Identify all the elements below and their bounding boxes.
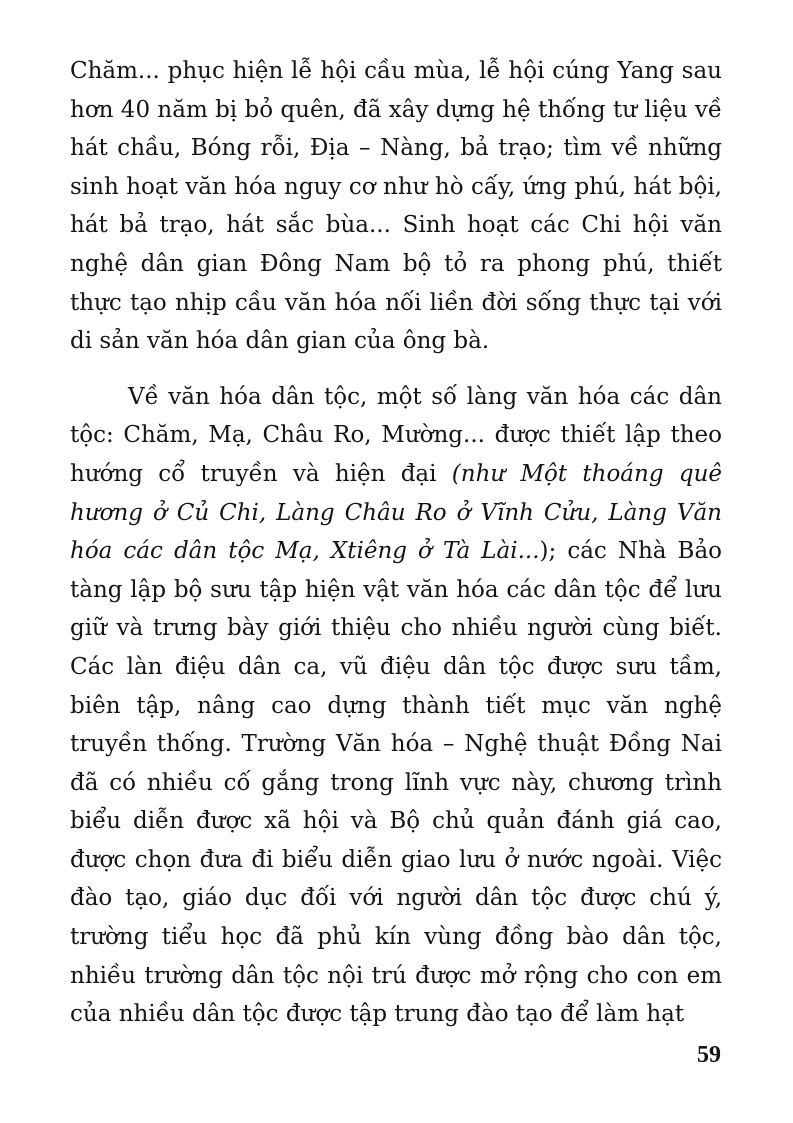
page-number: 59 xyxy=(697,1042,721,1068)
paragraph-2-text-before: Về văn hóa dân tộc, một số làng văn hóa các dân tộc: Chăm, Mạ, Châu Ro, Mường... được thiết lập theo hướng cổ truyền và hiện đại xyxy=(70,383,722,487)
paragraph-1: Chăm... phục hiện lễ hội cầu mùa, lễ hội cúng Yang sau hơn 40 năm bị bỏ quên, đã xây dựng hệ thống tư liệu về hát chầu, Bóng rỗi, Địa – Nàng, bả trạo; tìm về những sinh hoạt văn hóa nguy cơ như hò cấy, ứng phú, hát bội, hát bả trạo, hát sắc bùa... Sinh hoạt các Chi hội văn nghệ dân gian Đông Nam bộ tỏ ra phong phú, thiết thực tạo nhịp cầu văn hóa nối liền đời sống thực tại với di sản văn hóa dân gian của ông bà. xyxy=(70,58,722,355)
paragraph-2 xyxy=(70,378,722,1034)
paragraph-2-text-after: ); các Nhà Bảo tàng lập bộ sưu tập hiện vật văn hóa các dân tộc để lưu giữ và trưng bày giới thiệu cho nhiều người cùng biết. Các làn điệu dân ca, vũ điệu dân tộc được sưu tầm, biên tập, nâng cao dựng thành tiết mục văn nghệ truyền thống. Trường Văn hóa – Nghệ thuật Đồng Nai đã có nhiều cố gắng trong lĩnh vực này, chương trình biểu diễn được xã hội và Bộ chủ quản đánh giá cao, được chọn đưa đi biểu diễn giao lưu ở nước ngoài. Việc đào tạo, giáo dục đối với người dân tộc được chú ý, trường tiểu học đã phủ kín vùng đồng bào dân tộc, nhiều trường dân tộc nội trú được mở rộng cho con em của nhiều dân tộc được tập trung đào tạo để làm hạt xyxy=(70,538,723,1028)
body-text xyxy=(70,52,722,1034)
paragraph-2-italic-examples: (như Một thoáng quê hương ở Củ Chi, Làng Châu Ro ở Vĩnh Cửu, Làng Văn hóa các dân tộc Mạ, Xtiêng ở Tà Lài... xyxy=(70,460,722,565)
